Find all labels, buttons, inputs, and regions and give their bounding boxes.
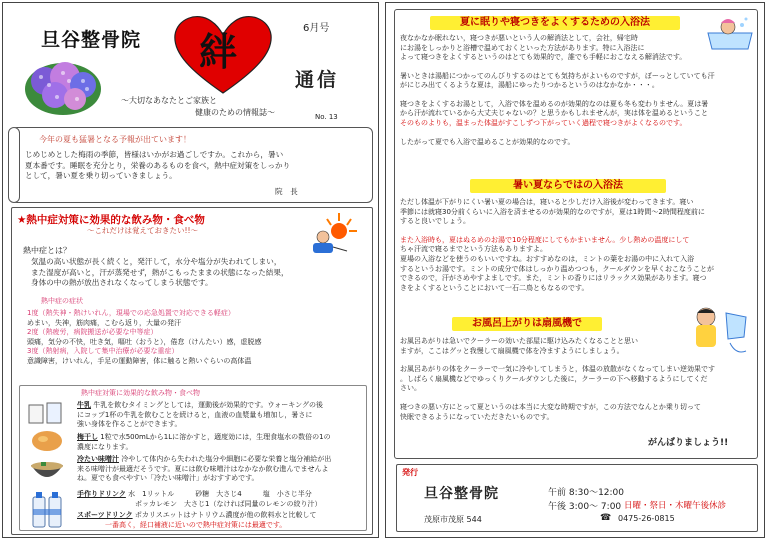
- clinic-title: 旦谷整骨院: [41, 29, 142, 51]
- sec2-line: 夏場の入浴などを使うのもいいですね。おすすめなのは，ミントの葉をお湯の中に入れて入浴: [400, 254, 695, 263]
- sec1-line: にお湯をしっかりと浴槽で温めておくといった方法があります。特に入浴法に: [400, 43, 645, 52]
- scroll-roll: [8, 127, 20, 203]
- drinks-subtitle: ～これだけは覚えておきたい!!～: [87, 226, 199, 235]
- miso-soup-icon: [27, 457, 67, 485]
- food-line: ポッカレモン 大さじ1（なければ同量のレモンの絞り汁）: [135, 499, 322, 508]
- subtitle-line-2: 健康のための情報誌～: [195, 108, 275, 117]
- sec1-line: がにじみ出てくるような夏は，湯船にゆったりつかるというのはなかなか・・・。: [400, 81, 659, 90]
- phone-icon: ☎: [600, 513, 612, 523]
- symptom-head: 3度（熱射病，入院して集中治療が必要な重症）: [27, 347, 179, 356]
- footer-label: 発行: [402, 468, 418, 477]
- sec3-title: お風呂上がりは扇風機で: [452, 317, 602, 331]
- tsushin-title: 通信: [295, 69, 340, 91]
- sec1-line: 暑いときは湯船につかってのんびりするのはとても気持ちがよいものですが，ぼーっとしていても汗: [400, 71, 715, 80]
- sec3-line: ますが，ここはグッと我慢して扇風機で体を冷ますようにしましょう。: [400, 346, 624, 355]
- sec3-line: 快眠できるようになっていただきたいものです。: [400, 412, 554, 421]
- sec3-text: [400, 337, 756, 422]
- food-box-title: 熱中症対策に効果的な飲み物・食べ物: [81, 389, 200, 397]
- food-line: 牛乳を飲むタイミングとしては，運動後が効果的です。ウォーキングの後: [93, 401, 324, 409]
- subtitle-line-1: ～大切なあなたとご家族と: [121, 96, 217, 105]
- left-page: [2, 2, 379, 538]
- symptom-body: 意識障害，けいれん，手足の運動障害，体に触ると熱いぐらいの高体温: [27, 356, 252, 365]
- symptom-body: めまい，失神，筋肉痛，こむら返り，大量の発汗: [27, 318, 181, 327]
- footer-phone: 0475-26-0815: [618, 514, 675, 523]
- footer-hours-am: 午前 8:30～12:00: [548, 488, 625, 498]
- sec3-line: 寝つきの悪い方にとって夏というのは本当に大変な時期ですが，この方法でなんとか乗り切って: [400, 402, 701, 411]
- food-label: 牛乳: [77, 401, 91, 409]
- bath-illustration: [706, 13, 754, 53]
- food-line: ね。夏でも食べやすい「冷たい味噌汁」がおすすめです。: [77, 474, 259, 483]
- food-line: 濃度になります。: [77, 442, 133, 451]
- sports-drink-icon: [29, 489, 65, 529]
- food-line: ポカリスエットはナトリウム濃度が他の飲料水と比較して: [134, 511, 317, 519]
- food-umeboshi: [77, 433, 365, 452]
- food-milk: [77, 401, 365, 430]
- signature: 院 長: [275, 187, 298, 196]
- sec2-line: また入浴時も，夏はぬるめのお湯で10分程度にしてもかまいません。少し熱めの温度にして: [400, 235, 690, 244]
- symptoms-list: [27, 309, 367, 367]
- food-miso: [77, 455, 365, 484]
- footer-closed: 日曜・祭日・木曜午後休診: [624, 501, 727, 511]
- food-label: 冷たい味噌汁: [77, 455, 119, 463]
- sec1-text-cont: [400, 53, 756, 147]
- sec2-line: ただし体温が下がりにくい暑い夏の場合は，寝いると少しだけ入浴後が変わってきます。寝い: [400, 198, 694, 206]
- closing-text: がんばりましょう!!: [648, 438, 729, 448]
- food-sports-drink: [77, 511, 365, 530]
- sec1-line: よって寝つきをよくするというのはとても効果的で，誰でも手軽におこなえる解消法です。: [400, 53, 687, 61]
- sec2-line: ちゃ汗流で寝るまでという方法もありますよ。: [400, 245, 547, 254]
- greeting-line: じめじめとした梅雨の季節，皆様はいかがお過ごしですか。これから，暑い: [25, 150, 284, 159]
- milk-icon: [25, 401, 69, 425]
- symptom-body: 頭痛，気分の不快，吐き気，嘔吐（おうと），倦怠（けんたい）感，虚脱感: [27, 337, 262, 346]
- what-line: 気温の高い状態が長く続くと，発汗して，水分や塩分が失われてしまい，: [31, 257, 282, 266]
- food-label: 梅干し: [77, 433, 98, 441]
- heatstroke-illustration: [303, 209, 367, 257]
- footer-hours-pm: 午後 3:00～ 7:00: [548, 502, 622, 512]
- food-line: にコップ1杯の牛乳を飲むことを続けると，血液の血漿量も増加し，暑さに: [77, 410, 313, 419]
- greeting-line: 夏本番です。睡眠を充分とり，栄養のあるものを食べ，熱中症対策をしっかり: [25, 160, 291, 170]
- food-line: 強い身体を作ることができます。: [77, 420, 182, 429]
- sec1-line: 夜なかなか眠れない，寝つきが悪いという人の解消法として，会社，帰宅時: [400, 34, 638, 42]
- sec1-title: 夏に眠りや寝つきをよくするための入浴法: [430, 16, 680, 30]
- greeting-line: として，暑い夏を乗り切っていきましょう。: [25, 171, 177, 180]
- greeting-text: [25, 150, 370, 182]
- sec2-line: すると良いでしょう。: [400, 217, 470, 226]
- sec1-line: そのものよりも，温まった体温がすこしずつ下がっていく過程で寝つきがよくなるのです。: [400, 118, 687, 127]
- sec2-title: 暑い夏ならではの入浴法: [470, 179, 666, 193]
- footer-clinic: 旦谷整骨院: [424, 486, 499, 502]
- right-page: [385, 2, 765, 538]
- symptoms-title: 熱中症の症状: [41, 297, 83, 305]
- sec2-text: [400, 198, 756, 293]
- food-label: 手作りドリンク: [77, 490, 126, 498]
- greeting-heading: 今年の夏も猛暑となる予報が出ています！: [39, 135, 191, 144]
- sec1-line: したがって夏でも入浴で温めることが効果的なのです。: [400, 137, 575, 146]
- sec1-line: 寝つきをよくするお湯として，入浴で体を温めるのが効果的なのは夏も冬も変わりません。夏は暑: [400, 99, 709, 108]
- food-label: スポーツドリンク: [77, 511, 133, 519]
- food-line: 水 1リットル 砂糖 大さじ4 塩 小さじ半分: [128, 490, 312, 498]
- umeboshi-icon: [29, 427, 65, 453]
- what-line: また湿度が高いと，汗が蒸発せず，熱がこもったままの状態になった結果，: [31, 267, 289, 277]
- food-line: 一番高く，経口補液に近いので熱中症対策には最適です。: [105, 520, 287, 529]
- what-line: 身体の中の熱が放出されなくなってしまう状態です。: [31, 278, 213, 287]
- hydrangea-illustration: [23, 55, 103, 117]
- food-line: 来る味噌汁が最適だそうです。夏には飲む味噌汁はなかなか飲む進んでませんよ: [77, 464, 329, 473]
- sec3-line: 。しばらく扇風機などでゆっくりクールダウンした後に，クーラーの下へ移動するようにしてくだ: [400, 374, 708, 383]
- food-homemade-drink: [77, 490, 365, 509]
- symptom-head: 2度（熱疲労，病院搬送が必要な中等症）: [27, 328, 158, 337]
- sec2-line: きをよくするということにおいて一石二鳥ともなるのです。: [400, 283, 589, 292]
- sec3-line: お風呂あがりの体をクーラーで一気に冷やしてしまうと，体温の放散がなくなってしまい逆効果です: [400, 365, 715, 374]
- sec2-line: するというお湯です。ミントの成分で体はしっかり温めつつも，クールダウンを早くおこなうことが: [400, 264, 715, 273]
- food-line: 1粒で水500mLから1Lに溶かすと，適度効には，生理食塩水の数倍の1の: [100, 433, 331, 441]
- issue-month: 6月号: [303, 23, 330, 34]
- sec3-line: さい。: [400, 384, 421, 393]
- symptom-head: 1度（熱失神・熱けいれん，現場での応急処置で対応できる軽症）: [27, 309, 235, 317]
- food-line: 冷やして体内から失われた塩分や細胞に必要な栄養と塩分補給が出: [121, 455, 332, 463]
- sec1-line: から汗が流れているから大丈夫じゃないの？と思うかもしれませんが，実は体を温めるということ: [400, 109, 708, 118]
- sec3-line: お風呂あがりは急いでクーラーの効いた部屋に駆け込みたくなることと思い: [400, 337, 638, 345]
- issue-number: No. 13: [315, 113, 338, 121]
- what-is-heading: 熱中症とは？: [23, 246, 71, 255]
- drinks-title: ★熱中症対策に効果的な飲み物・食べ物: [17, 214, 205, 226]
- footer-address: 茂原市茂原 544: [424, 515, 482, 524]
- what-is-text: [31, 257, 371, 289]
- kizuna-character: 絆: [199, 29, 238, 74]
- sec2-line: 季節には就寝30分前くらいに入浴を済ませるのが効果的なのですが，夏は1時間～2時間程度前に: [400, 207, 705, 216]
- sec1-text: [400, 34, 704, 53]
- sec2-line: できるので，汗がさめやすよましです。また，ミントの香りにはリラックス効果があります。寝つ: [400, 274, 707, 283]
